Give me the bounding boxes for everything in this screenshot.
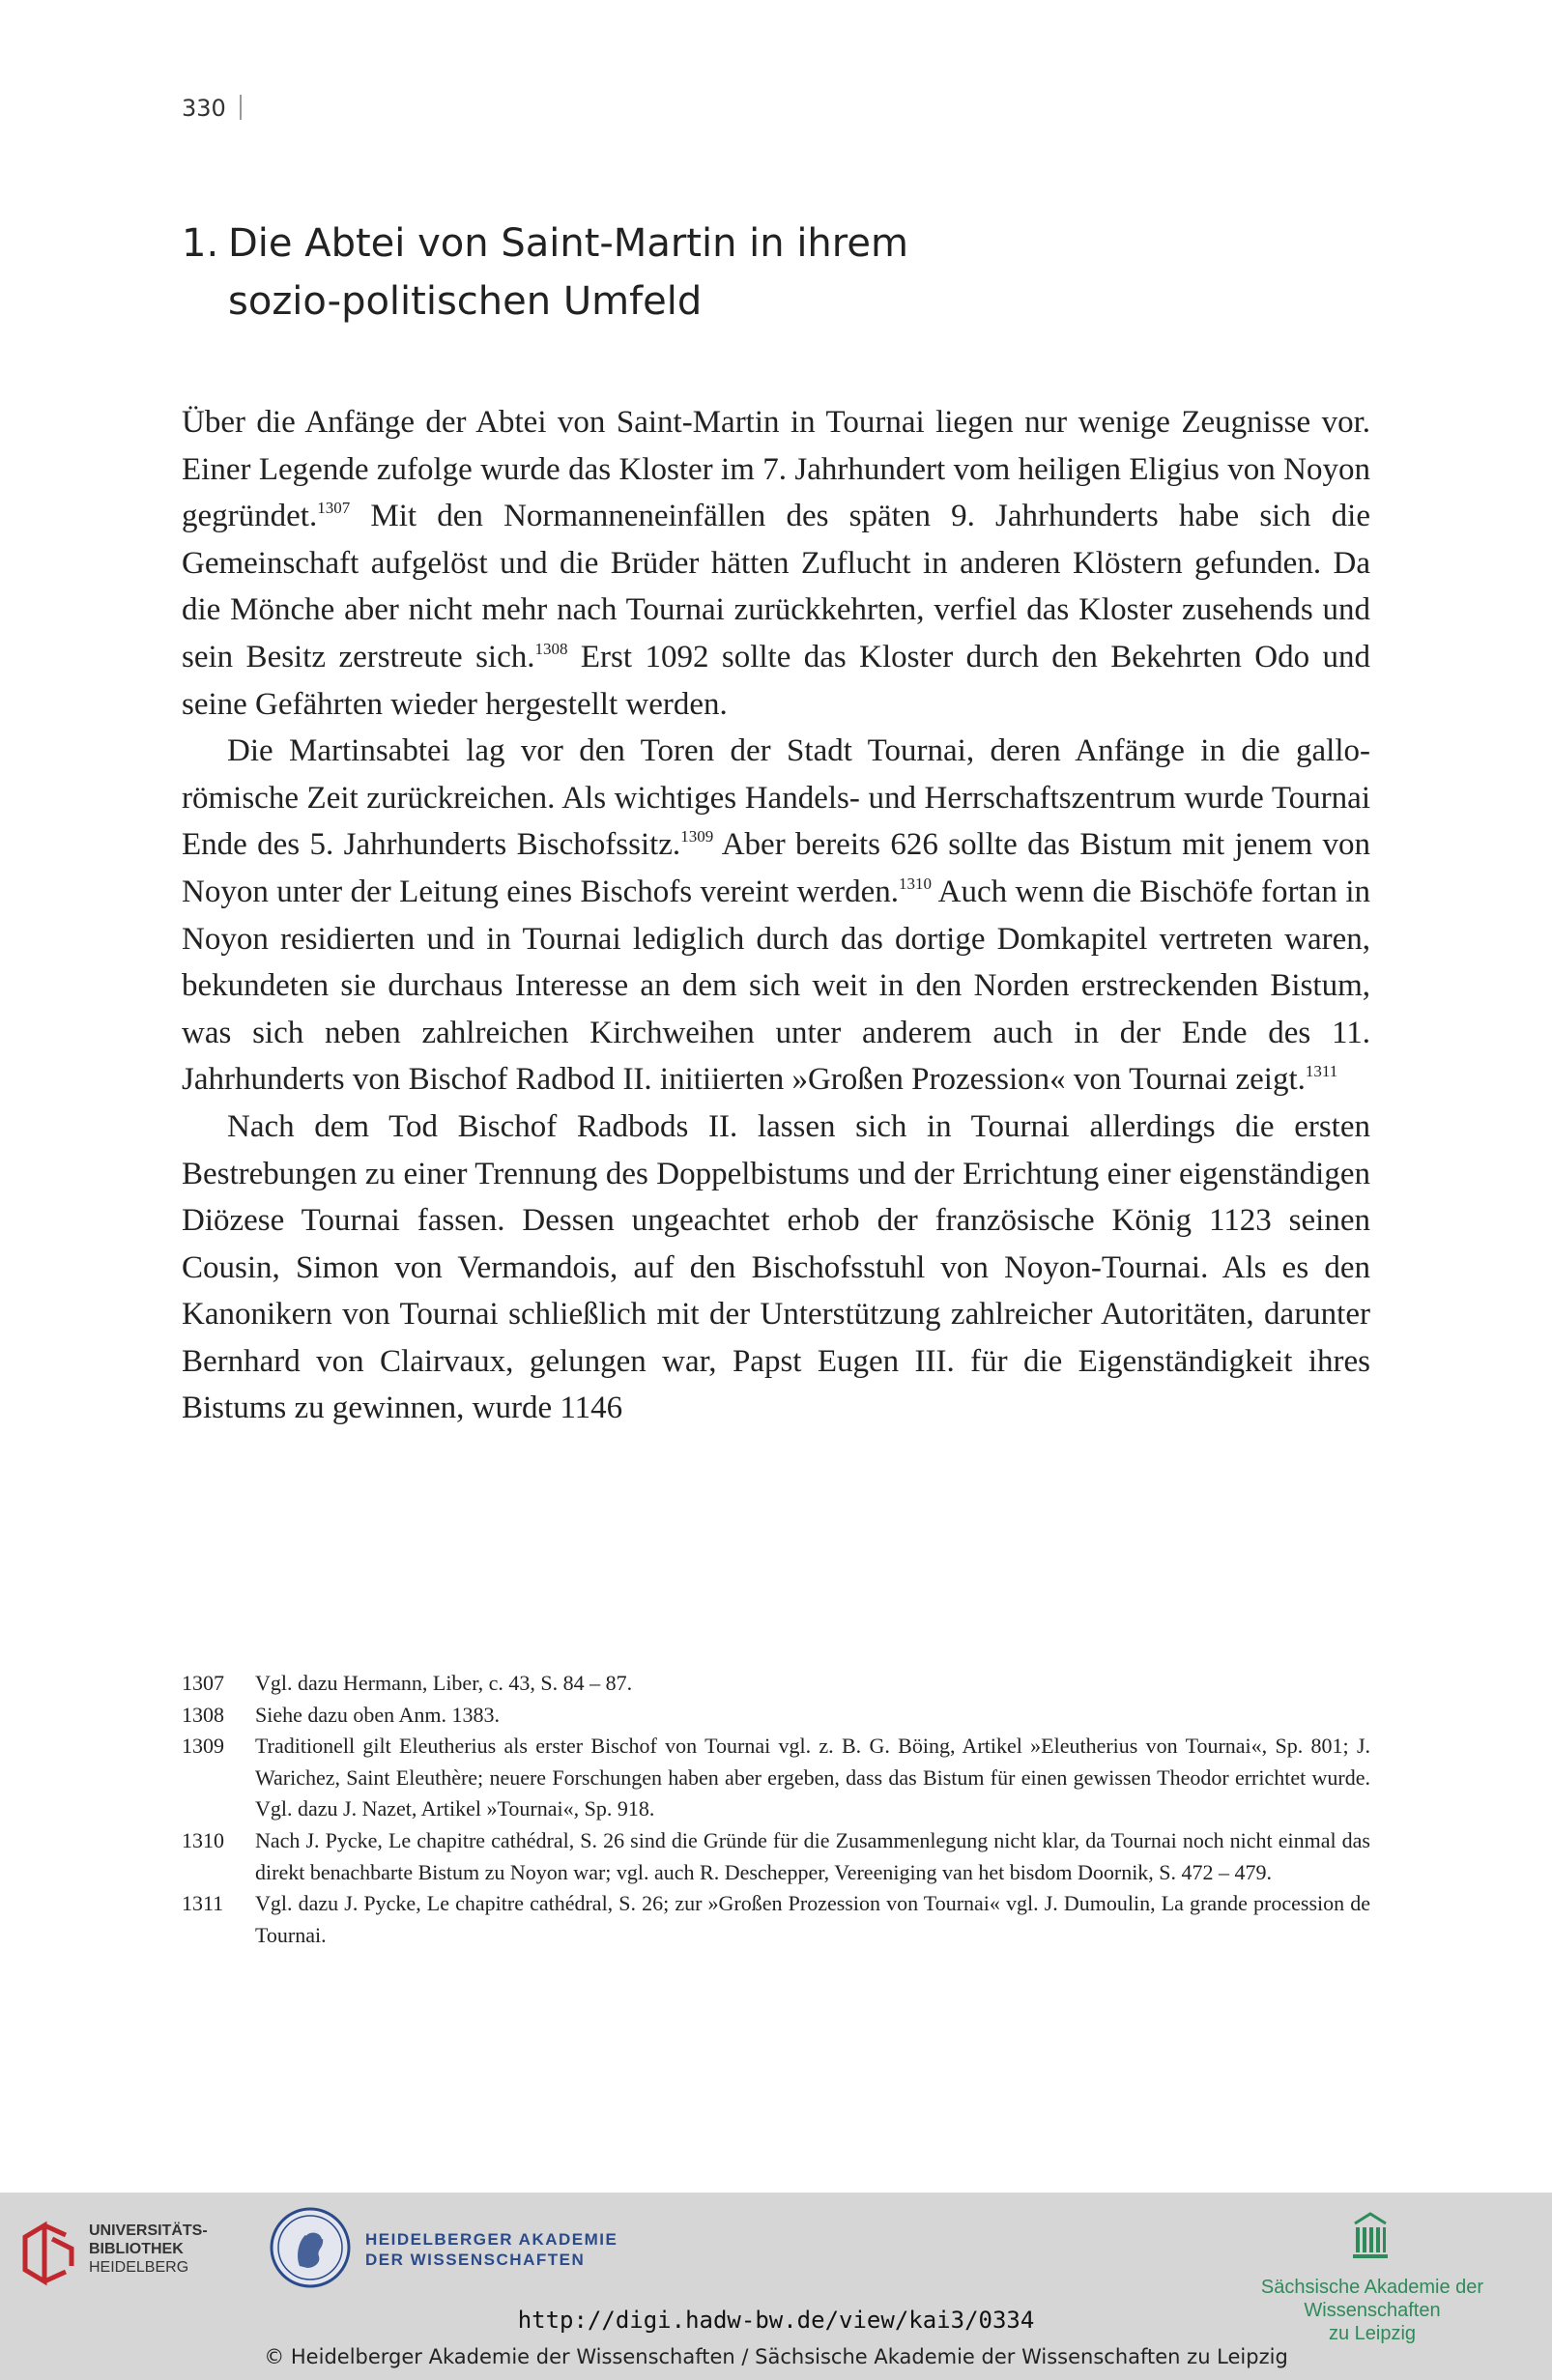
page-number-divider	[240, 95, 242, 120]
saxon-academy-label[interactable]: Sächsische Akademie der Wissenschaften zu Leipzig	[1260, 2277, 1484, 2344]
footnote-1308	[182, 1700, 1370, 1732]
copyright-notice: © Heidelberger Akademie der Wissenschaften / Sächsische Akademie der Wissenschaften zu Leipzig	[264, 2345, 1288, 2368]
footnote-ref-1311[interactable]: 1311	[1305, 1062, 1338, 1081]
heidelberg-academy-label[interactable]: HEIDELBERGER AKADEMIE DER WISSENSCHAFTEN	[365, 2230, 618, 2269]
university-library-logo-icon[interactable]	[17, 2218, 75, 2289]
footnote-ref-1307[interactable]: 1307	[317, 499, 351, 518]
footnote-1307	[182, 1668, 1370, 1700]
footnote-text: Vgl. dazu Hermann, Liber, c. 43, S. 84 – 87.	[255, 1671, 633, 1695]
permalink-url[interactable]: http://digi.hadw-bw.de/view/kai3/0334	[517, 2307, 1035, 2334]
saxon-academy-logo-icon[interactable]	[1351, 2212, 1390, 2260]
page-number: 330	[182, 95, 242, 122]
academy-seal-icon[interactable]	[269, 2206, 352, 2289]
footnote-ref-1309[interactable]: 1309	[680, 827, 714, 846]
digitization-footer	[0, 2193, 1552, 2380]
footnote-number: 1308	[182, 1702, 224, 1727]
chapter-title	[182, 215, 1390, 330]
body-text	[182, 399, 1370, 1432]
footnote-ref-1310[interactable]: 1310	[898, 874, 932, 893]
footnote-number: 1310	[182, 1827, 224, 1852]
footnote-text: Siehe dazu oben Anm. 1383.	[255, 1702, 500, 1727]
footnote-ref-1308[interactable]: 1308	[534, 639, 568, 658]
footnote-1310	[182, 1825, 1370, 1888]
footnote-number: 1311	[182, 1891, 224, 1916]
chapter-title-line2: sozio-politischen Umfeld	[228, 279, 703, 324]
footnote-1309	[182, 1731, 1370, 1825]
chapter-title-line1: Die Abtei von Saint-Martin in ihrem	[228, 221, 908, 266]
paragraph-2: Die Martinsabtei lag vor den Toren der Stadt Tournai, deren Anfänge in die gallo-römische Zeit zurückreichen. Als wichtiges Handels- und Herrschaftszentrum wurde Tournai Ende des 5. Jahrhunderts Bischofssitz.$^{1309}$ Aber bereits 626 sollte das Bistum mit jenem von Noyon unter der Leitung eines Bischofs vereint werden.$^{1310}$ Auch wenn die Bischöfe fortan in Noyon residierten und in Tournai lediglich durch das dortige Domkapitel vertreten waren, bekundeten sie durchaus Interesse an dem sich weit in den Norden erstreckenden Bistum, was sich neben zahlreichen Kirchweihen unter anderem auch in der Ende des 11. Jahrhunderts von Bischof Radbod II. initiierten »Großen Prozession« von Tournai zeigt.$^{1311}$	[182, 733, 1370, 1098]
footnote-text: Nach J. Pycke, Le chapitre cathédral, S. 26 sind die Gründe für die Zusammenlegung nicht klar, da Tournai noch nicht einmal das direkt benachbarte Bistum zu Noyon war; vgl. auch R. Deschepper, Vereeniging van het bisdom Doornik, S. 472 – 479.	[255, 1827, 1370, 1884]
footnote-text: Traditionell gilt Eleutherius als erster Bischof von Tournai vgl. z. B. G. Böing, Artikel »Eleutherius von Tournai«, Sp. 801; J. Warichez, Saint Eleuthère; neuere Forschungen haben aber ergeben, dass das Bistum für einen gewissen Theodor errichtet wurde. Vgl. dazu J. Nazet, Artikel »Tournai«, Sp. 918.	[255, 1734, 1370, 1821]
paragraph-1: Über die Anfänge der Abtei von Saint-Martin in Tournai liegen nur wenige Zeugnisse vor. Einer Legende zufolge wurde das Kloster im 7. Jahrhundert vom heiligen Eligius von Noyon gegründet.$^{1307}$ Mit den Normanneneinfällen des späten 9. Jahrhunderts habe sich die Gemeinschaft aufgelöst und die Brüder hätten Zuflucht in anderen Klöstern gefunden. Da die Mönche aber nicht mehr nach Tournai zurückkehrten, verfiel das Kloster zusehends und sein Besitz zerstreute sich.$^{1308}$ Erst 1092 sollte das Kloster durch den Bekehrten Odo und seine Gefährten wieder hergestellt werden.	[182, 405, 1371, 722]
chapter-number: 1.	[182, 221, 219, 266]
footnote-1311	[182, 1888, 1370, 1951]
footnote-number: 1309	[182, 1734, 224, 1759]
university-library-label[interactable]: UNIVERSITÄTS- BIBLIOTHEK HEIDELBERG	[89, 2222, 208, 2276]
paragraph-3: Nach dem Tod Bischof Radbods II. lassen sich in Tournai allerdings die ersten Bestrebungen zu einer Trennung des Doppelbistums und der Errichtung einer eigenständigen Diözese Tournai fassen. Dessen ungeachtet erhob der französische König 1123 seinen Cousin, Simon von Vermandois, auf den Bischofsstuhl von Noyon-Tournai. Als es den Kanonikern von Tournai schließlich mit der Unterstützung zahlreicher Autoritäten, darunter Bernhard von Clairvaux, gelungen war, Papst Eugen III. für die Eigenständigkeit ihres Bistums zu gewinnen, wurde 1146	[182, 1108, 1370, 1426]
footnotes	[182, 1668, 1370, 1951]
footnote-number: 1307	[182, 1671, 224, 1695]
footnote-text: Vgl. dazu J. Pycke, Le chapitre cathédral, S. 26; zur »Großen Prozession von Tournai« vgl. J. Dumoulin, La grande procession de Tournai.	[255, 1891, 1370, 1947]
